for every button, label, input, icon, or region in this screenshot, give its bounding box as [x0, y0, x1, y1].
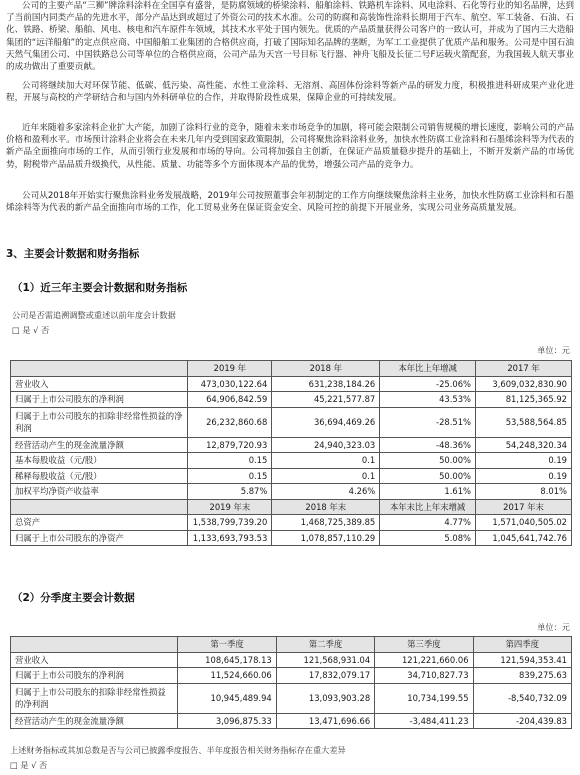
subsection-title-three-year: （1）近三年主要会计数据和财务指标	[12, 282, 188, 294]
table-row	[11, 392, 572, 408]
cell-value: 13,471,696.66	[276, 713, 374, 729]
cell-value: 5.87%	[188, 484, 272, 500]
row-label: 经营活动产生的现金流量净额	[11, 437, 188, 453]
cell-value: 53,588,564.85	[476, 407, 572, 437]
section-title-financial-data: 3、主要会计数据和财务指标	[6, 248, 140, 260]
row-label: 基本每股收益（元/股）	[11, 453, 188, 469]
cell-value: 1,133,693,793.53	[188, 530, 272, 546]
header-cell-2017-end: 2017 年末	[476, 499, 572, 515]
cell-value: 8.01%	[476, 484, 572, 500]
header-cell	[11, 637, 178, 653]
retro-adjust-answer: □ 是 √ 否	[12, 325, 50, 335]
cell-value: 4.77%	[380, 515, 476, 531]
cell-value: 81,125,365.92	[476, 392, 572, 408]
table-row	[11, 453, 572, 469]
row-label: 归属于上市公司股东的扣除非经常性损益的净利润	[11, 407, 188, 437]
cell-value: 17,832,079.17	[276, 668, 374, 684]
cell-value: 45,221,577.87	[272, 392, 380, 408]
cell-value: 1,045,641,742.76	[476, 530, 572, 546]
cell-value: 0.15	[188, 453, 272, 469]
cell-value: 36,694,469.26	[272, 407, 380, 437]
table-row	[11, 407, 572, 437]
cell-value: 4.26%	[272, 484, 380, 500]
table-row	[11, 376, 572, 392]
header-cell-2018-end: 2018 年末	[272, 499, 380, 515]
cell-value: 1.61%	[380, 484, 476, 500]
cell-value: 121,568,931.04	[276, 652, 374, 668]
header-cell-2018: 2018 年	[272, 361, 380, 377]
row-label: 加权平均净资产收益率	[11, 484, 188, 500]
table-row	[11, 484, 572, 500]
cell-value: 121,594,353.41	[473, 652, 571, 668]
cell-value: 121,221,660.06	[375, 652, 473, 668]
row-label: 归属于上市公司股东的扣除非经常性损益的净利润	[11, 683, 178, 713]
cell-value: 1,078,857,110.29	[272, 530, 380, 546]
unit-label-table1: 单位：元	[537, 345, 570, 355]
cell-value: 26,232,860.68	[188, 407, 272, 437]
header-cell-q1: 第一季度	[178, 637, 276, 653]
cell-value: 13,093,903.28	[276, 683, 374, 713]
table-row	[11, 468, 572, 484]
cell-value: 1,468,725,389.85	[272, 515, 380, 531]
intro-paragraph-rnd: 公司将继续加大对环保节能、低碳、低污染、高性能、水性工业涂料、无溶剂、高固体份涂料等新产品的研发力度，积极推进科研成果产业化进程，开展与高校的产学研结合和与国内外科研单位的合作，并取得阶段性成果，保障企业的可持续发展。	[6, 81, 574, 104]
table-header-row	[11, 637, 572, 653]
header-cell-2019: 2019 年	[188, 361, 272, 377]
header-cell-2019-end: 2019 年末	[188, 499, 272, 515]
table-row	[11, 668, 572, 684]
row-label: 归属于上市公司股东的净利润	[11, 392, 188, 408]
row-label: 归属于上市公司股东的净利润	[11, 668, 178, 684]
row-label: 营业收入	[11, 652, 178, 668]
cell-value: 473,030,122.64	[188, 376, 272, 392]
quarterly-discrepancy-note: 上述财务指标或其加总数是否与公司已披露季度报告、半年度报告相关财务指标存在重大差异	[10, 745, 346, 755]
cell-value: 631,238,184.26	[272, 376, 380, 392]
subsection-title-quarterly: （2）分季度主要会计数据	[12, 592, 135, 604]
table-row	[11, 652, 572, 668]
row-label: 营业收入	[11, 376, 188, 392]
header-cell-change: 本年比上年增减	[380, 361, 476, 377]
row-label: 总资产	[11, 515, 188, 531]
cell-value: -3,484,411.23	[375, 713, 473, 729]
unit-label-table2: 单位：元	[537, 622, 570, 632]
header-cell-q2: 第二季度	[276, 637, 374, 653]
header-cell-2017: 2017 年	[476, 361, 572, 377]
three-year-financial-table	[10, 360, 572, 546]
header-cell-q4: 第四季度	[473, 637, 571, 653]
cell-value: 34,710,827.73	[375, 668, 473, 684]
table-header-row	[11, 361, 572, 377]
table-row	[11, 683, 572, 713]
cell-value: 1,538,799,739.20	[188, 515, 272, 531]
cell-value: 0.19	[476, 468, 572, 484]
cell-value: -25.06%	[380, 376, 476, 392]
intro-paragraph-competition: 近年来随着多家涂料企业扩大产能，加剧了涂料行业的竞争，随着未来市场竞争的加剧，将可能会限制公司销售规模的增长速度，影响公司的产品价格和盈利水平。市场预计涂料企业将会在未来几年内受到国家政策限制，公司将聚焦涂料涂料业务，加快水性防腐工业涂料和石墨烯涂料等为代表的新产品全面推向市场的工作，从而引领行业发展和市场的导向。公司将加强自主创新，在保证产品质量稳步提升的基础上，不断开发新产品的市场优势，附税带产品品质升级换代，从性能、质量、功能等多个方面体现本产品的优势，增强公司产品的竞争力。	[6, 123, 574, 170]
cell-value: 3,609,032,830.90	[476, 376, 572, 392]
table-row	[11, 530, 572, 546]
cell-value: 5.08%	[380, 530, 476, 546]
cell-value: 0.19	[476, 453, 572, 469]
quarterly-discrepancy-answer: □ 是 √ 否	[10, 760, 48, 770]
cell-value: 50.00%	[380, 453, 476, 469]
table-header-row-year-end	[11, 499, 572, 515]
quarterly-financial-table	[10, 636, 572, 729]
cell-value: 0.1	[272, 453, 380, 469]
cell-value: 43.53%	[380, 392, 476, 408]
table-row	[11, 515, 572, 531]
header-cell-change-end: 本年末比上年末增减	[380, 499, 476, 515]
cell-value: 839,275.63	[473, 668, 571, 684]
cell-value: 3,096,875.33	[178, 713, 276, 729]
cell-value: 54,248,320.34	[476, 437, 572, 453]
cell-value: 0.15	[188, 468, 272, 484]
table-row	[11, 437, 572, 453]
cell-value: -28.51%	[380, 407, 476, 437]
header-cell	[11, 499, 188, 515]
cell-value: 12,879,720.93	[188, 437, 272, 453]
cell-value: -48.36%	[380, 437, 476, 453]
cell-value: 0.1	[272, 468, 380, 484]
cell-value: 1,571,040,505.02	[476, 515, 572, 531]
intro-paragraph-strategy: 公司从2018年开始实行聚焦涂料业务发展战略，2019年公司按照董事会年初制定的工作方向继续聚焦涂料主业务，加快水性防腐工业涂料和石墨烯涂料等为代表的新产品全面推向市场的工作，化工贸易业务在保证资金安全、风险可控的前提下开展业务，实现公司业务高质量发展。	[6, 191, 574, 214]
cell-value: 50.00%	[380, 468, 476, 484]
cell-value: 108,645,178.13	[178, 652, 276, 668]
row-label: 归属于上市公司股东的净资产	[11, 530, 188, 546]
intro-paragraph-products: 公司的主要产品“三狮”牌涂料涂料在全国享有盛誉，是防腐领域的桥梁涂料、船舶涂料、铁路机车涂料、风电涂料、石化等行业的知名品牌，达到了当前国内同类产品的先进水平，部分产品达到或超过了外资公司的技术水准。公司的防腐和高装饰性涂料长期用于汽车、航空、军工装备、石油、石化、铁路、桥梁、船舶、风电、核电和汽车原件车领域，其技术水平处于国内领先。优质的产品质量获得公司客户的一致认可，并成为了国内三大造船集团的“远洋船舶”的定点供应商、中国船舶工业集团的合格供应商，打破了国际知名品牌的垄断，为军工工业提供了优质产品和服务。公司是中国石油天然气集团公司、中国铁路总公司等单位的合格供应商，公司产品为天宫一号目标飞行器、神舟飞船及长征二号F运载火箭配套，为我国载人航天事业的成功做出了重要贡献。	[6, 1, 574, 73]
header-cell-q3: 第三季度	[375, 637, 473, 653]
cell-value: -204,439.83	[473, 713, 571, 729]
cell-value: 10,945,489.94	[178, 683, 276, 713]
cell-value: -8,540,732.09	[473, 683, 571, 713]
row-label: 经营活动产生的现金流量净额	[11, 713, 178, 729]
cell-value: 10,734,199.55	[375, 683, 473, 713]
cell-value: 11,524,660.06	[178, 668, 276, 684]
table-row	[11, 713, 572, 729]
row-label: 稀释每股收益（元/股）	[11, 468, 188, 484]
retro-adjust-question: 公司是否需追溯调整或重述以前年度会计数据	[12, 310, 176, 320]
cell-value: 24,940,323.03	[272, 437, 380, 453]
header-cell	[11, 361, 188, 377]
cell-value: 64,906,842.59	[188, 392, 272, 408]
